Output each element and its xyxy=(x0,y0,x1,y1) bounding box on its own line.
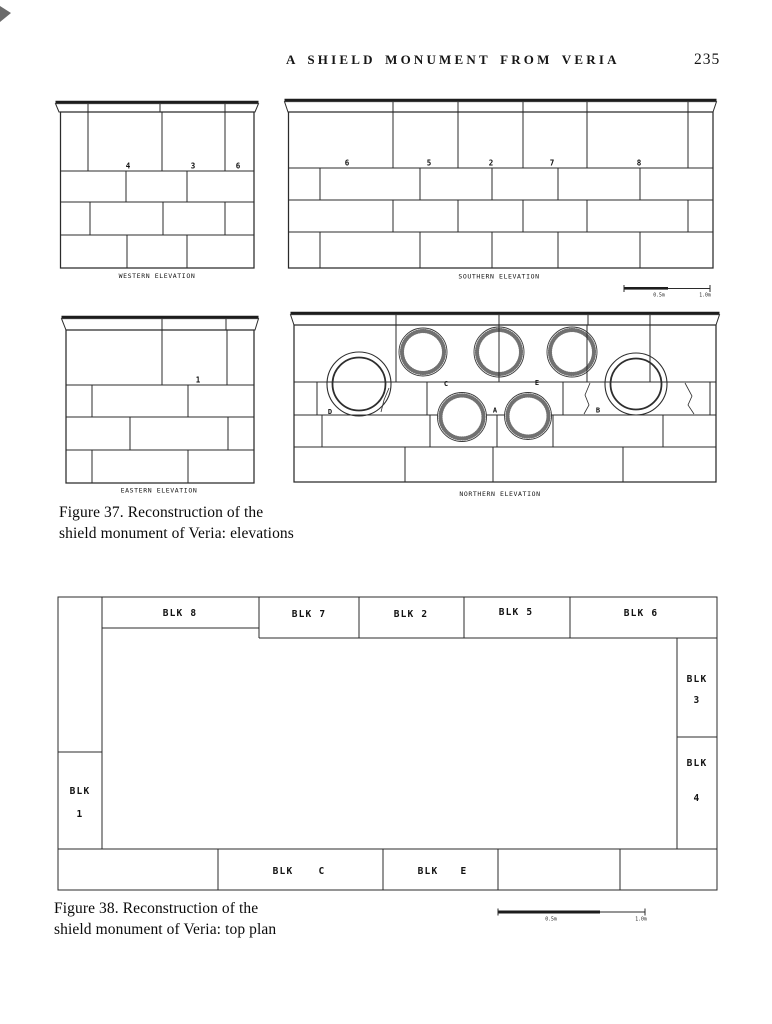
plan-blk6-label: BLK 6 xyxy=(623,608,659,619)
figure37-caption xyxy=(59,503,294,544)
plan-blke-word: BLK xyxy=(417,866,439,877)
southern-masonry-lines xyxy=(289,112,714,268)
scale-full-label: 1.0m xyxy=(635,917,647,923)
shield-top-row xyxy=(399,327,597,377)
eastern-elevation xyxy=(62,317,259,495)
eastern-cornice xyxy=(62,317,259,330)
western-elevation-label: WESTERN ELEVATION xyxy=(118,272,196,280)
western-block-number: 4 xyxy=(125,161,131,171)
figure37-caption-line2: shield monument of Veria: elevations xyxy=(59,524,294,542)
plan-blk3-word: BLK xyxy=(686,674,708,685)
plan-blk4-num: 4 xyxy=(693,793,701,804)
southern-cornice xyxy=(285,100,717,112)
figure38-caption xyxy=(54,899,276,940)
scale-full-label: 1.0m xyxy=(699,293,711,299)
southern-block-number: 7 xyxy=(549,158,555,168)
southern-elevation xyxy=(285,100,717,281)
northern-elevation xyxy=(291,313,720,498)
figure38-caption-line2: shield monument of Veria: top plan xyxy=(54,920,277,938)
shield-disc xyxy=(505,393,552,440)
figure38-scale-bar xyxy=(498,909,647,923)
shield-ring-b xyxy=(605,353,667,415)
western-block-number: 3 xyxy=(190,161,196,171)
page-number: 235 xyxy=(694,51,721,68)
plan-blkc-word: BLK xyxy=(272,866,294,877)
shield-letter-b: B xyxy=(595,406,601,415)
eastern-masonry-lines xyxy=(66,330,254,483)
plan-blk3-num: 3 xyxy=(693,695,701,706)
page-header-title: A SHIELD MONUMENT FROM VERIA xyxy=(286,52,620,67)
plan-blk1-word: BLK xyxy=(69,786,91,797)
shield-letter-d: D xyxy=(327,408,333,416)
western-cornice xyxy=(56,102,259,112)
southern-block-number: 8 xyxy=(636,158,642,168)
scan-artifact xyxy=(0,6,11,22)
shield-letter-e: E xyxy=(534,379,540,387)
plan-blk2-label: BLK 2 xyxy=(393,609,429,620)
northern-elevation-label: NORTHERN ELEVATION xyxy=(459,490,541,498)
eastern-block-number: 1 xyxy=(195,375,201,385)
shield-a-row xyxy=(438,393,552,442)
northern-cornice xyxy=(291,313,720,325)
plan-blk1-num: 1 xyxy=(76,809,84,820)
shield-letter-c: C xyxy=(443,380,449,388)
eastern-elevation-label: EASTERN ELEVATION xyxy=(120,486,198,495)
plan-blk8-label: BLK 8 xyxy=(162,608,198,619)
plan-blk5-label: BLK 5 xyxy=(498,607,534,618)
shield-disc xyxy=(547,327,597,377)
southern-block-number: 2 xyxy=(488,158,494,168)
plan-blkc-num: C xyxy=(318,866,326,877)
figure37-scale-bar xyxy=(624,285,711,299)
top-plan xyxy=(58,597,717,890)
western-block-number: 6 xyxy=(235,161,241,171)
plan-blk4-word: BLK xyxy=(686,758,708,769)
plan-blke-num: E xyxy=(460,866,468,877)
southern-elevation-label: SOUTHERN ELEVATION xyxy=(458,272,540,281)
scale-half-label: 0.5m xyxy=(545,917,557,923)
southern-block-number: 6 xyxy=(344,158,350,168)
plan-blk7-label: BLK 7 xyxy=(291,609,327,620)
figure38-caption-line1: Figure 38. Reconstruction of the xyxy=(54,900,259,917)
shield-letter-a: A xyxy=(492,406,498,415)
shield-ring-d xyxy=(327,352,391,416)
figure37-caption-line1: Figure 37. Reconstruction of the xyxy=(59,504,264,521)
southern-block-number: 5 xyxy=(426,158,432,168)
shield-disc xyxy=(399,328,447,376)
western-elevation xyxy=(56,102,259,280)
shield-disc xyxy=(438,393,487,442)
plan-lines xyxy=(58,597,717,890)
western-masonry-lines xyxy=(61,112,255,268)
scale-half-label: 0.5m xyxy=(653,293,665,299)
